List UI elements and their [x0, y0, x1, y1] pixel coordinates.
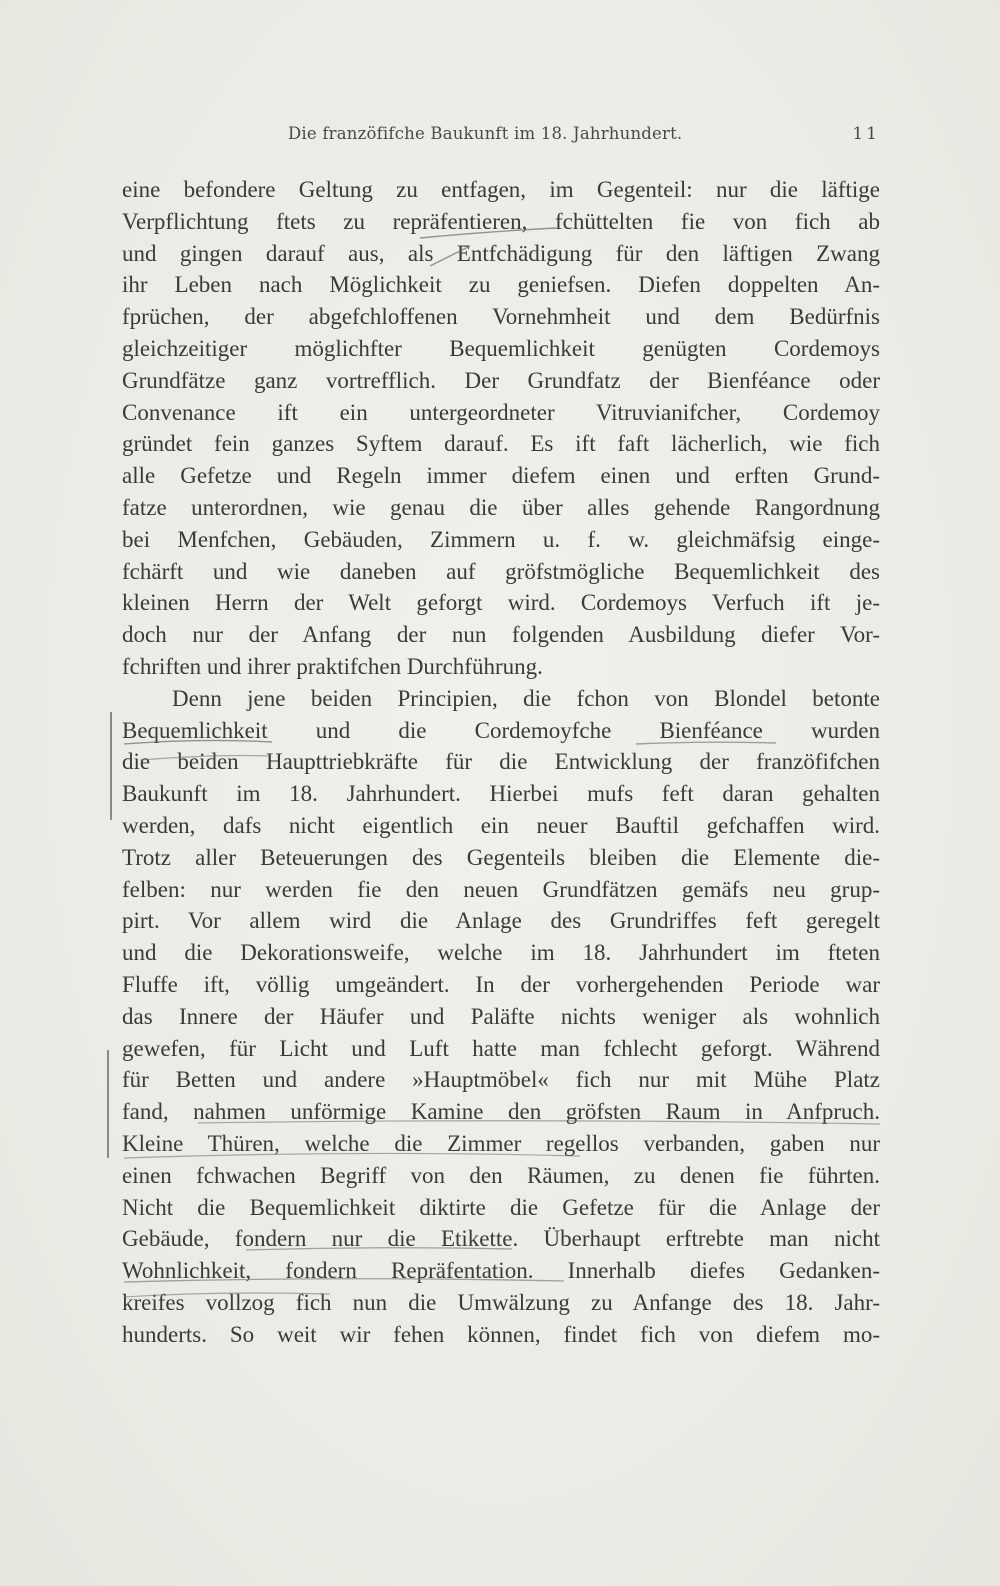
- text-line: felben: nur werden fie den neuen Grundfätzen gemäfs neu grup-: [122, 876, 880, 902]
- text-line: fatze unterordnen, wie genau die über alles gehende Rangordnung: [122, 494, 880, 520]
- paragraph-2: [122, 683, 880, 1351]
- paragraph-1: [122, 174, 880, 683]
- text-line: gleichzeitiger möglichfter Bequemlichkeit genügten Cordemoys: [122, 335, 880, 361]
- text-line: Denn jene beiden Principien, die fchon von Blondel betonte: [172, 685, 880, 711]
- text-line: Kleine Thüren, welche die Zimmer regellos verbanden, gaben nur: [122, 1130, 880, 1156]
- text-line: ihr Leben nach Möglichkeit zu geniefsen. Diefen doppelten An-: [122, 272, 880, 298]
- text-line: fchriften und ihrer praktifchen Durchführung.: [122, 653, 543, 679]
- running-head: Die franzöfifche Baukunft im 18. Jahrhundert.: [288, 124, 683, 143]
- text-line: pirt. Vor allem wird die Anlage des Grundriffes feft geregelt: [122, 908, 880, 934]
- text-line: hunderts. So weit wir fehen können, findet fich von diefem mo-: [122, 1321, 880, 1347]
- text-line: und gingen darauf aus, als Entfchädigung für den läftigen Zwang: [122, 240, 880, 266]
- page-header: [120, 124, 880, 154]
- text-line: Trotz aller Beteuerungen des Gegenteils bleiben die Elemente die-: [122, 844, 880, 870]
- text-line: fand, nahmen unförmige Kamine den gröfsten Raum in Anfpruch.: [122, 1099, 880, 1125]
- text-line: fchärft und wie daneben auf gröfstmögliche Bequemlichkeit des: [122, 558, 880, 584]
- text-line: kreifes vollzog fich nun die Umwälzung zu Anfange des 18. Jahr-: [122, 1289, 880, 1315]
- text-line: werden, dafs nicht eigentlich ein neuer Bauftil gefchaffen wird.: [122, 812, 880, 838]
- text-line: für Betten und andere »Hauptmöbel« fich nur mit Mühe Platz: [122, 1067, 880, 1093]
- text-line: kleinen Herrn der Welt geforgt wird. Cordemoys Verfuch ift je-: [122, 590, 880, 616]
- margin-mark: [110, 712, 112, 820]
- text-line: das Innere der Häufer und Paläfte nichts weniger als wohnlich: [122, 1003, 880, 1029]
- text-line: einen fchwachen Begriff von den Räumen, zu denen fie führten.: [122, 1162, 880, 1188]
- text-line: Verpflichtung ftets zu repräfentieren, fchüttelten fie von fich ab: [122, 208, 880, 234]
- text-line: fprüchen, der abgefchloffenen Vornehmheit und dem Bedürfnis: [122, 304, 880, 330]
- text-line: alle Gefetze und Regeln immer diefem einen und erften Grund-: [122, 463, 880, 489]
- text-line: doch nur der Anfang der nun folgenden Ausbildung diefer Vor-: [122, 622, 880, 648]
- text-line: Bequemlichkeit und die Cordemoyfche Bienféance wurden: [122, 717, 880, 743]
- text-line: eine befondere Geltung zu entfagen, im Gegenteil: nur die läftige: [122, 177, 880, 202]
- text-line: und die Dekorationsweife, welche im 18. Jahrhundert im fteten: [122, 940, 880, 966]
- text-line: Convenance ift ein untergeordneter Vitruvianifcher, Cordemoy: [122, 399, 880, 425]
- text-line: Grundfätze ganz vortrefflich. Der Grundfatz der Bienféance oder: [122, 367, 880, 393]
- text-line: bei Menfchen, Gebäuden, Zimmern u. f. w. gleichmäfsig einge-: [122, 526, 880, 552]
- text-line: Baukunft im 18. Jahrhundert. Hierbei mufs feft daran gehalten: [122, 781, 880, 807]
- text-line: gewefen, für Licht und Luft hatte man fchlecht geforgt. Während: [122, 1035, 880, 1061]
- text-line: Fluffe ift, völlig umgeändert. In der vorhergehenden Periode war: [122, 971, 880, 997]
- text-line: gründet fein ganzes Syftem darauf. Es ift faft lächerlich, wie fich: [122, 431, 880, 457]
- text-line: Gebäude, fondern nur die Etikette. Überhaupt erftrebte man nicht: [122, 1226, 880, 1252]
- body-text: [122, 174, 880, 1350]
- text-line: Nicht die Bequemlichkeit diktirte die Gefetze für die Anlage der: [122, 1194, 880, 1220]
- margin-mark: [107, 1050, 109, 1158]
- text-line: Wohnlichkeit, fondern Repräfentation. Innerhalb diefes Gedanken-: [122, 1258, 880, 1284]
- page-number: 11: [852, 124, 880, 144]
- text-line: die beiden Haupttriebkräfte für die Entwicklung der franzöfifchen: [122, 749, 880, 775]
